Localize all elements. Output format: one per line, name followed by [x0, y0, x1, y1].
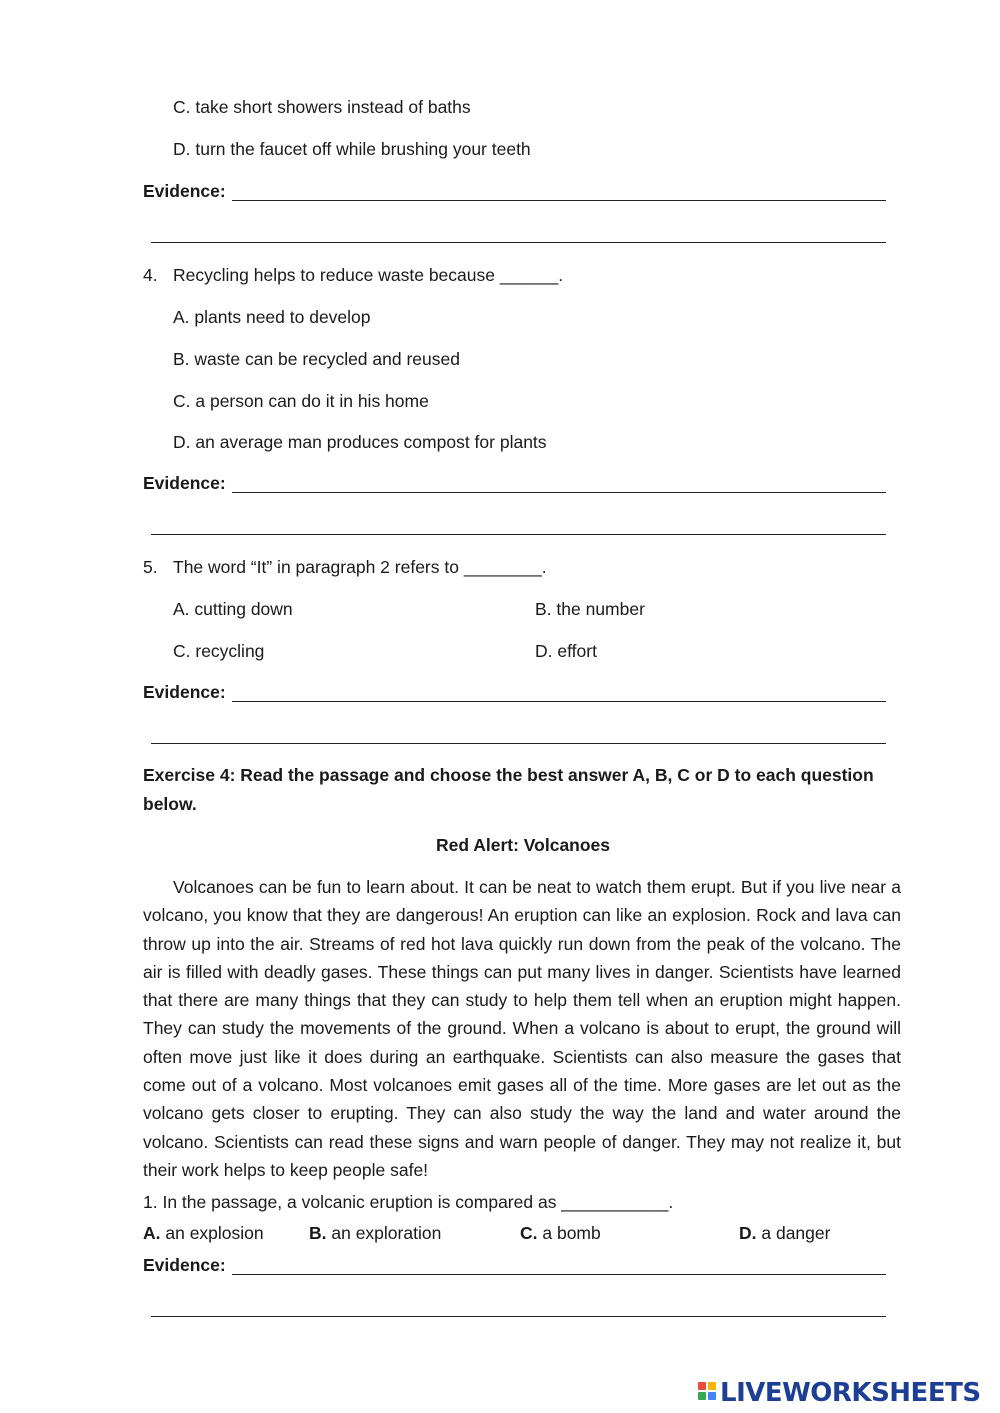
q5-number: 5.	[143, 557, 158, 577]
q5-option-b: B. the number	[535, 599, 645, 619]
q4-option-c: C. a person can do it in his home	[173, 391, 429, 411]
option-b-text: an exploration	[331, 1223, 442, 1243]
q3-evidence-line-2[interactable]	[151, 242, 886, 243]
logo-text: LIVEWORKSHEETS	[720, 1378, 981, 1408]
passage-title: Red Alert: Volcanoes	[435, 835, 611, 855]
q4-evidence-line-2[interactable]	[151, 534, 886, 535]
q3-option-d: D. turn the faucet off while brushing your teeth	[173, 139, 531, 159]
q4-evidence-line-1[interactable]	[232, 492, 886, 493]
option-c-text: a bomb	[542, 1223, 601, 1243]
ex4-q1-evidence-line-2[interactable]	[151, 1316, 886, 1317]
q5-evidence-label: Evidence:	[143, 682, 226, 702]
q4-number: 4.	[143, 265, 158, 285]
logo-mark-icon	[696, 1380, 718, 1406]
ex4-q1-option-b[interactable]	[309, 1222, 441, 1244]
q5-evidence-line-1[interactable]	[232, 701, 886, 702]
passage-text: Volcanoes can be fun to learn about. It can be neat to watch them erupt. But if you live near a volcano, you know that they are dangerous! An eruption can like an explosion. Rock and lava can throw up into the air. Streams of red hot lava quickly run down from the peak of the volcano. The air is filled with deadly gases. These things can put many lives in danger. Scientists have learned that there are many things that they can study to help them tell when an eruption might happen. They can study the movements of the ground. When a volcano is about to erupt, the ground will often move just like it does during an earthquake. Scientists can also measure the gases that come out of a volcano. Most volcanoes emit gases all of the time. More gases are let out as the volcano gets closer to erupting. They can also study the way the land and water around the volcano. Scientists can read these signs and warn people of danger. They may not realize it, but their work helps to keep people safe!	[143, 877, 901, 1180]
q5-evidence-line-2[interactable]	[151, 743, 886, 744]
option-d-text: a danger	[761, 1223, 831, 1243]
q3-option-c: C. take short showers instead of baths	[173, 97, 471, 117]
option-a-letter: A.	[143, 1223, 161, 1243]
q4-stem: Recycling helps to reduce waste because ______.	[173, 265, 564, 285]
ex4-q1-evidence-label: Evidence:	[143, 1255, 226, 1275]
liveworksheets-logo	[696, 1378, 996, 1408]
q4-option-b: B. waste can be recycled and reused	[173, 349, 460, 369]
option-c-letter: C.	[520, 1223, 538, 1243]
option-b-letter: B.	[309, 1223, 327, 1243]
option-d-letter: D.	[739, 1223, 757, 1243]
q3-evidence-line-1[interactable]	[232, 200, 886, 201]
q5-option-d: D. effort	[535, 641, 597, 661]
q4-option-d: D. an average man produces compost for plants	[173, 432, 547, 452]
ex4-q1-option-d[interactable]	[739, 1222, 830, 1244]
ex4-q1-stem: 1. In the passage, a volcanic eruption is compared as ___________.	[143, 1192, 674, 1212]
q5-option-c: C. recycling	[173, 641, 265, 661]
q5-option-a: A. cutting down	[173, 599, 293, 619]
ex4-q1-option-a[interactable]	[143, 1222, 264, 1244]
q5-stem: The word “It” in paragraph 2 refers to ________.	[173, 557, 547, 577]
ex4-q1-option-c[interactable]	[520, 1222, 601, 1244]
q4-option-a: A. plants need to develop	[173, 307, 371, 327]
exercise4-instruction: Exercise 4: Read the passage and choose the best answer A, B, C or D to each question	[143, 765, 874, 785]
q3-evidence-label: Evidence:	[143, 181, 226, 201]
ex4-q1-evidence-line-1[interactable]	[232, 1274, 886, 1275]
q4-evidence-label: Evidence:	[143, 473, 226, 493]
option-a-text: an explosion	[165, 1223, 264, 1243]
exercise4-instruction-cont: below.	[143, 794, 197, 814]
